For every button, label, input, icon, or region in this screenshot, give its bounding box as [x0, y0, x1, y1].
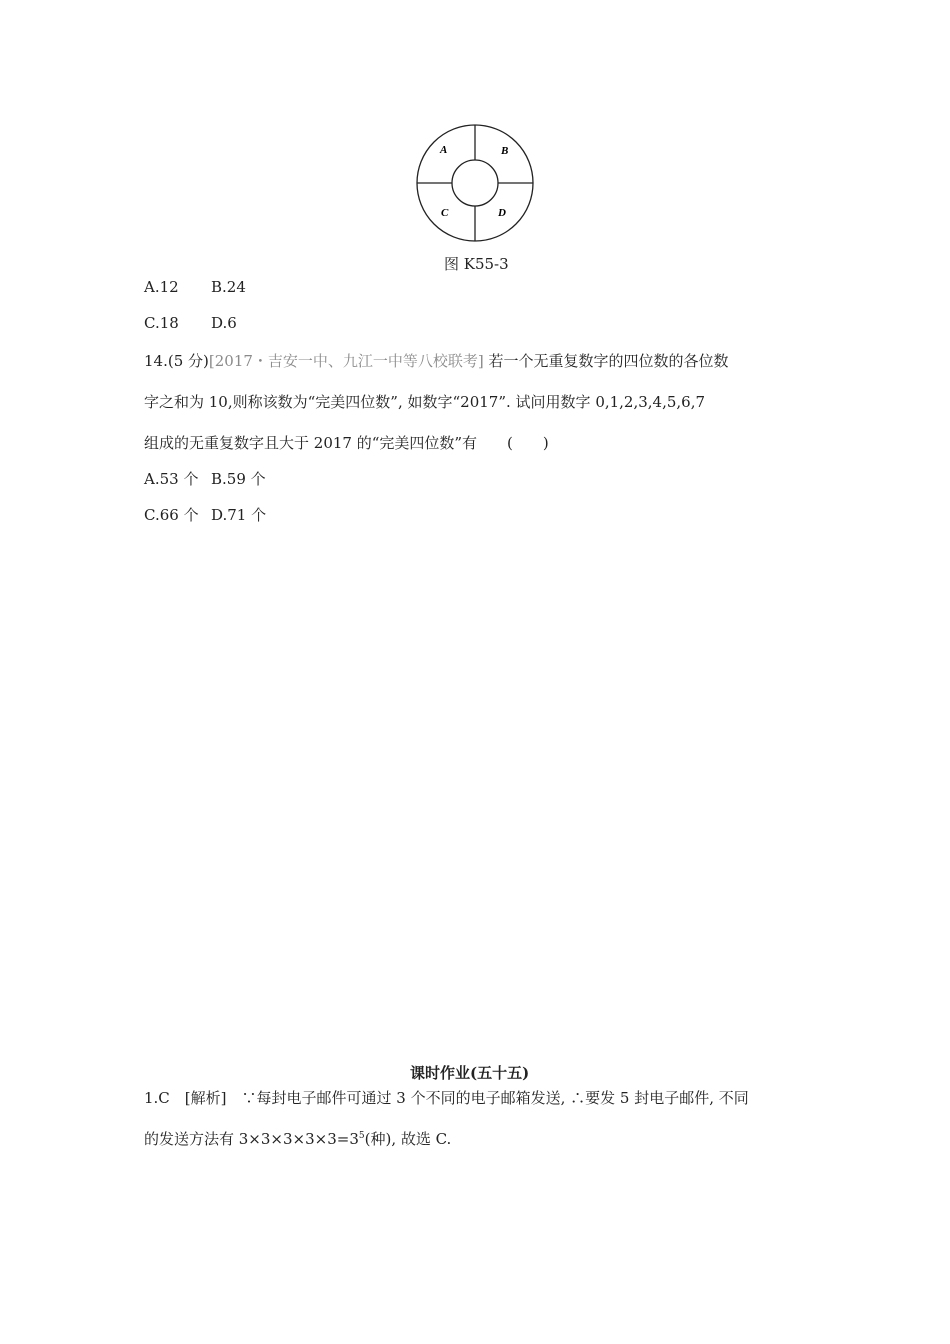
answer-line2-end: (种), 故选 C. [364, 1130, 452, 1148]
q14-line1-rest: 若一个无重复数字的四位数的各位数 [483, 352, 729, 370]
answers-title: 课时作业(五十五) [410, 1064, 530, 1082]
region-label-b: B [501, 145, 509, 157]
region-label-d: D [498, 207, 506, 219]
ring-figure [415, 123, 535, 243]
q13-option-d: D.6 [211, 314, 237, 332]
q13-option-a: A.12 [144, 278, 179, 296]
q13-option-c: C.18 [144, 314, 179, 332]
q14-option-c: C.66 个 [144, 506, 199, 524]
region-label-c: C [441, 207, 449, 219]
answer-line-1: 1.C [解析] ∵每封电子邮件可通过 3 个不同的电子邮箱发送, ∴要发 5 封电子邮件, 不同 [144, 1089, 749, 1107]
q14-option-d: D.71 个 [211, 506, 267, 524]
figure-caption: 图 K55-3 [444, 255, 509, 273]
answer-line2-main: 的发送方法有 3×3×3×3×3=3 [144, 1130, 359, 1148]
q13-option-b: B.24 [211, 278, 246, 296]
q14-option-a: A.53 个 [144, 470, 199, 488]
answer-exponent: 5 [358, 1131, 365, 1141]
q14-source: [2017・吉安一中、九江一中等八校联考] [208, 352, 484, 370]
q14-line-2: 字之和为 10,则称该数为“完美四位数”, 如数字“2017”. 试问用数字 0,1,2,3,4,5,6,7 [144, 393, 706, 411]
answer-line-2 [144, 1128, 451, 1149]
q14-option-b: B.59 个 [211, 470, 266, 488]
region-label-a: A [440, 144, 448, 156]
q14-line-3: 组成的无重复数字且大于 2017 的“完美四位数”有 ( ) [144, 434, 549, 452]
q14-line-1 [144, 350, 729, 371]
q14-prefix: 14.(5 分) [144, 352, 209, 370]
